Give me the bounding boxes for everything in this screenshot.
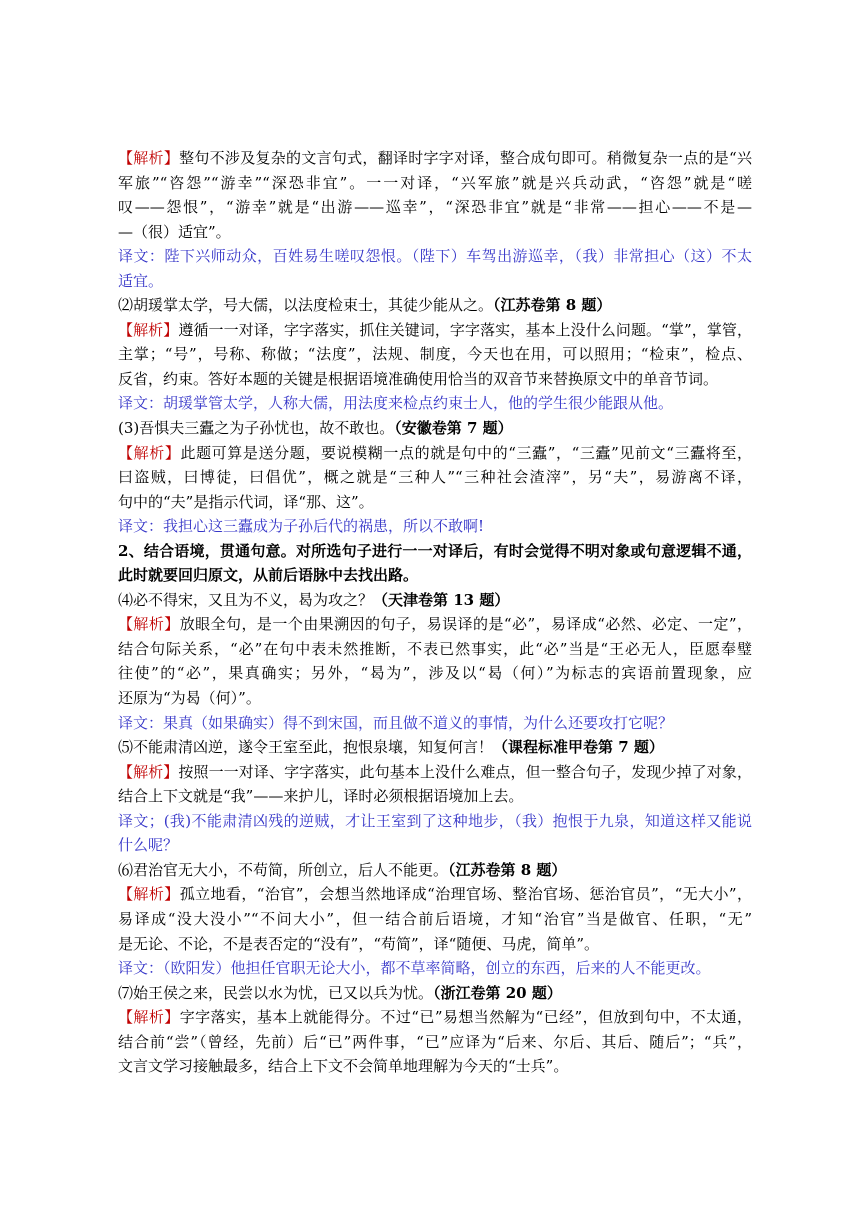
question-text: ⑺始王侯之来，民尝以水为忧，已又以兵为忧。 [118,983,434,1002]
translation-line-text: 译文；(我)不能肃清凶残的逆贼，才让王室到了这种地步，（我）抱恨于九泉，知道这样又能说 [118,811,752,830]
translation-line-text: 译文：果真（如果确实）得不到宋国，而且做不道义的事情，为什么还要攻打它呢？ [118,713,674,732]
analysis-line-text: 文言文学习接触最多，结合上下文不会简单地理解为今天的“士兵”。 [118,1057,569,1076]
question-text: ⑵胡瑗掌太学，号大儒，以法度检束士，其徒少能从之。 [118,296,494,315]
analysis-line [118,146,752,171]
translation-block [118,391,752,416]
question-line [118,735,752,760]
translation-line [118,956,752,981]
analysis-line [118,318,752,343]
analysis-line-text: 结合句际关系，“必”在句中表未然推断，不表已然事实，此“必”当是“王必无人，臣愿奉璧 [118,639,752,658]
analysis-label: 【解析】 [118,1008,180,1027]
question-block [118,588,752,613]
analysis-line-text: 句中的“夫”是指示代词，译“那、这”。 [118,492,374,511]
question-line [118,858,752,883]
question-block [118,981,752,1006]
analysis-block [118,441,752,515]
analysis-line [118,465,752,490]
analysis-line-text: 结合上下文就是“我”——来护儿，译时必须根据语境加上去。 [118,787,524,806]
analysis-line [118,907,752,932]
document-page [118,146,752,1079]
analysis-line [118,171,752,196]
translation-line [118,711,752,736]
heading-line [118,563,752,588]
translation-block [118,956,752,981]
analysis-block [118,318,752,392]
analysis-line-text: 按照一一对译、字字落实，此句基本上没什么难点，但一整合句子，发现少掉了对象， [178,762,752,781]
analysis-line-text: 字字落实，基本上就能得分。不过“已”易想当然解为“已经”，但放到句中，不太通， [179,1008,752,1027]
analysis-line-text: 遵循一一对译，字字落实，抓住关键词，字字落实，基本上没什么问题。“掌”，掌管， [178,320,752,339]
question-text: (3)吾惧夫三蠹之为子孙忧也，故不敢也。 [118,419,395,438]
analysis-line [118,195,752,220]
translation-line-text: 什么呢？ [118,836,179,855]
heading-block [118,539,752,588]
analysis-line-text: 放眼全句，是一个由果溯因的句子，易误译的是“必”，易译成“必然、必定、一定”， [179,615,752,634]
translation-block [118,711,752,736]
translation-line [118,391,752,416]
question-text: ⑷必不得宋，又且为不义，曷为攻之？ [118,590,374,609]
question-line [118,981,752,1006]
heading-line-text: 此时就要回归原文，从前后语脉中去找出路。 [118,566,419,585]
analysis-line-text: 是无论、不论，不是表否定的“没有”，“苟简”，译“随便、马虎，简单”。 [118,934,600,953]
analysis-line [118,1005,752,1030]
analysis-line-text: 还原为“为曷（何）”。 [118,689,261,708]
analysis-label: 【解析】 [118,885,180,904]
analysis-line [118,784,752,809]
analysis-line-text: 往使”的“必”，果真确实；另外，“曷为”，涉及以“曷（何）”为标志的宾语前置现象，应 [118,664,752,683]
analysis-block [118,612,752,710]
translation-block [118,244,752,293]
analysis-line [118,882,752,907]
question-source: （课程标准甲卷第 7 题） [493,738,664,757]
analysis-line-text: 结合前“尝”（曾经，先前）后“已”两件事，“已”应译为“后来、尔后、其后、随后”；“兵”， [118,1032,752,1051]
analysis-line [118,686,752,711]
question-source: （天津卷第 13 题） [373,590,510,609]
analysis-line [118,932,752,957]
translation-line [118,244,752,269]
analysis-line [118,367,752,392]
translation-line [118,514,752,539]
question-text: ⑹君治官无大小，不苟简，所创立，后人不能更。 [118,860,449,879]
heading-line [118,539,752,564]
question-line [118,293,752,318]
analysis-line-text: 孤立地看，“治官”，会想当然地译成“治理官场、整治官场、惩治官员”，“无大小”， [179,885,752,904]
question-block [118,858,752,883]
analysis-block [118,146,752,244]
heading-line-text: 2、结合语境，贯通句意。对所选句子进行一一对译后，有时会觉得不明对象或句意逻辑不通， [118,541,752,560]
translation-line [118,269,752,294]
translation-block [118,809,752,858]
translation-line-text: 译文：陛下兴师动众，百姓易生嗟叹怨恨。（陛下）车驾出游巡幸，（我）非常担心（这）不太 [118,247,752,266]
question-line [118,588,752,613]
analysis-label: 【解析】 [118,149,180,167]
analysis-line-text: 军旅”“咨怨”“游幸”“深恐非宜”。一一对译，“兴军旅”就是兴兵动武，“咨怨”就是“嗟 [118,173,752,192]
analysis-line [118,1054,752,1079]
analysis-line-text: 此题可算是送分题，要说模糊一点的就是句中的“三蠹”，“三蠹”见前文“三蠹将至， [180,443,752,462]
question-source: （浙江卷第 20 题） [433,983,562,1002]
analysis-line [118,1030,752,1055]
analysis-block [118,760,752,809]
question-block [118,293,752,318]
question-source: （江苏卷第 8 题） [448,860,567,879]
analysis-block [118,1005,752,1079]
analysis-line [118,760,752,785]
analysis-label: 【解析】 [118,320,179,339]
analysis-block [118,882,752,956]
question-source: （安徽卷第 7 题） [394,419,513,438]
question-text: ⑸不能肃清凶逆，遂令王室至此，抱恨泉壤，知复何言！ [118,738,494,757]
analysis-line-text: 易译成“没大没小”“不问大小”，但一结合前后语境，才知“治官”当是做官、任职，“无” [118,909,752,928]
translation-line-text: 译文：我担心这三蠹成为子孙后代的祸患，所以不敢啊! [118,517,485,536]
translation-line-text: 译文：胡瑗掌管太学，人称大儒，用法度来检点约束士人，他的学生很少能跟从他。 [118,394,674,413]
translation-line-text: 译文：（欧阳发）他担任官职无论大小，都不草率简略，创立的东西，后来的人不能更改。 [118,959,711,978]
analysis-line [118,612,752,637]
translation-block [118,514,752,539]
analysis-line-text: 曰盗贼，曰博徒，曰倡优”，概之就是“三种人”“三种社会渣滓”，另“夫”，易游离不译， [118,468,752,487]
analysis-line [118,661,752,686]
analysis-line [118,220,752,245]
analysis-line-text: 叹——怨恨”，“游幸”就是“出游——巡幸”，“深恐非宜”就是“非常——担心——不是— [118,198,752,217]
analysis-label: 【解析】 [118,762,179,781]
analysis-line [118,490,752,515]
question-block [118,735,752,760]
translation-line [118,809,752,834]
analysis-label: 【解析】 [118,615,180,634]
analysis-line-text: 反省，约束。答好本题的关键是根据语境准确使用恰当的双音节来替换原文中的单音节词。 [118,369,719,388]
analysis-line [118,637,752,662]
translation-line [118,833,752,858]
analysis-label: 【解析】 [118,443,181,462]
analysis-line-text: 整句不涉及复杂的文言句式，翻译时字字对译，整合成句即可。稍微复杂一点的是“兴 [179,149,752,167]
question-line [118,416,752,441]
analysis-line-text: 主掌；“号”，号称、称做；“法度”，法规、制度，今天也在用，可以照用；“检束”，检点、 [118,345,752,364]
analysis-line [118,342,752,367]
analysis-line-text: —（很）适宜”。 [118,222,231,241]
question-block [118,416,752,441]
translation-line-text: 适宜。 [118,271,164,290]
question-source: （江苏卷第 8 题） [493,296,612,315]
analysis-line [118,441,752,466]
